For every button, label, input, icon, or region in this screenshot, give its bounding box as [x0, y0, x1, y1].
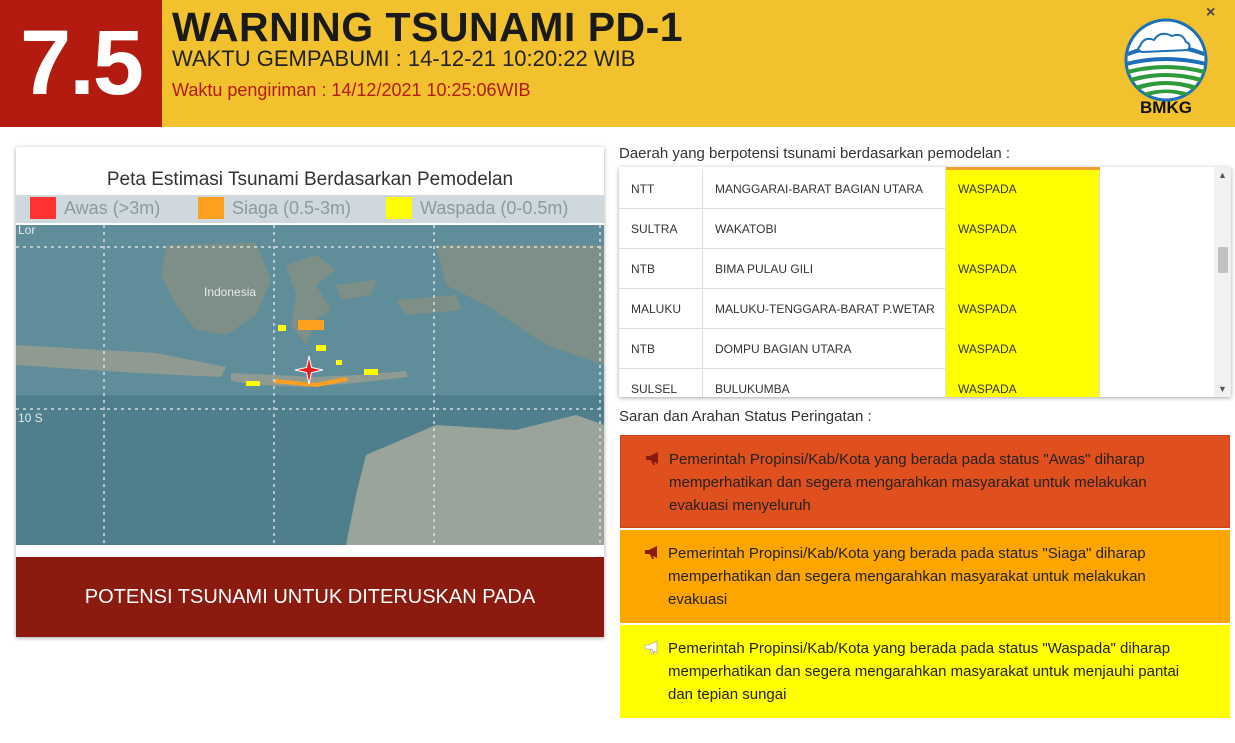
- cell-status: WASPADA: [946, 169, 1100, 209]
- bmkg-logo-text: BMKG: [1140, 98, 1192, 117]
- table-row: [619, 249, 1100, 289]
- magnitude-box: 7.5: [0, 0, 162, 127]
- sent-time: Waktu pengiriman : 14/12/2021 10:25:06WIB: [172, 80, 531, 100]
- potensi-banner: POTENSI TSUNAMI UNTUK DITERUSKAN PADA MASYARAKAT: [16, 557, 604, 637]
- legend-awas-swatch: [30, 197, 56, 219]
- legend-siaga: [198, 197, 351, 219]
- legend-siaga-label: Siaga (0.5-3m): [232, 198, 352, 218]
- advice-waspada-text: Pemerintah Propinsi/Kab/Kota yang berada pada status "Waspada" diharap memperhatikan dan segera mengarahkan masyarakat untuk menjauhi pantai dan tepian sungai: [668, 640, 1180, 703]
- cell-area: MANGGARAI-BARAT BAGIAN UTARA: [703, 169, 946, 209]
- table-row: [619, 209, 1100, 249]
- table-row: [619, 369, 1100, 397]
- advice-awas: [620, 435, 1230, 528]
- legend-awas: [30, 197, 160, 219]
- cell-status: WASPADA: [946, 209, 1100, 249]
- warning-title: WARNING TSUNAMI PD-1: [172, 4, 684, 50]
- legend-siaga-swatch: [198, 197, 224, 219]
- legend-waspada-swatch: [386, 197, 412, 219]
- advice-siaga: [620, 530, 1230, 623]
- map-card: [16, 147, 604, 688]
- advice-label: Saran dan Arahan Status Peringatan :: [619, 408, 872, 425]
- cell-status: WASPADA: [946, 329, 1100, 369]
- cell-province: SULSEL: [619, 369, 703, 397]
- legend-waspada: [386, 197, 568, 219]
- close-icon[interactable]: ×: [1206, 4, 1216, 21]
- scroll-down-icon[interactable]: ▼: [1218, 384, 1227, 394]
- cell-area: DOMPU BAGIAN UTARA: [703, 329, 946, 369]
- cell-area: BIMA PULAU GILI: [703, 249, 946, 289]
- advice-waspada: [620, 625, 1230, 718]
- cell-area: BULUKUMBA: [703, 369, 946, 397]
- cell-status: WASPADA: [946, 289, 1100, 329]
- cell-province: SULTRA: [619, 209, 703, 249]
- areas-label: Daerah yang berpotensi tsunami berdasarkan pemodelan :: [619, 145, 1011, 162]
- advice-siaga-text: Pemerintah Propinsi/Kab/Kota yang berada pada status "Siaga" diharap memperhatikan dan segera mengarahkan masyarakat untuk melakukan evakuasi: [668, 545, 1146, 608]
- tsunami-map[interactable]: [16, 225, 604, 545]
- earthquake-time: WAKTU GEMPABUMI : 14-12-21 10:20:22 WIB: [172, 46, 636, 71]
- table-row: [619, 169, 1100, 209]
- map-label-lor: Lor: [18, 225, 36, 237]
- table-row: [619, 329, 1100, 369]
- cell-area: WAKATOBI: [703, 209, 946, 249]
- legend-awas-label: Awas (>3m): [64, 198, 161, 218]
- table-top-stripe: [946, 167, 1100, 170]
- megaphone-icon: [644, 544, 662, 560]
- cell-area: MALUKU-TENGGARA-BARAT P.WETAR: [703, 289, 946, 329]
- cell-province: NTB: [619, 329, 703, 369]
- map-legend: [16, 195, 604, 223]
- cell-province: NTT: [619, 169, 703, 209]
- map-label-10s: 10 S: [18, 411, 43, 425]
- areas-table[interactable]: [619, 167, 1231, 397]
- map-title: Peta Estimasi Tsunami Berdasarkan Pemodelan: [106, 169, 514, 190]
- map-label-indonesia: Indonesia: [204, 285, 257, 299]
- cell-province: NTB: [619, 249, 703, 289]
- cell-status: WASPADA: [946, 249, 1100, 289]
- advice-awas-text: Pemerintah Propinsi/Kab/Kota yang berada pada status "Awas" diharap memperhatikan dan segera mengarahkan masyarakat untuk melakukan evakuasi menyeluruh: [669, 451, 1147, 514]
- map-graphic: [16, 225, 604, 545]
- megaphone-icon: [644, 639, 662, 655]
- scroll-thumb[interactable]: [1218, 247, 1228, 273]
- legend-waspada-label: Waspada (0-0.5m): [420, 198, 569, 218]
- cell-status: WASPADA: [946, 369, 1100, 397]
- table-scrollbar[interactable]: [1214, 167, 1231, 397]
- scroll-up-icon[interactable]: ▲: [1218, 170, 1227, 180]
- cell-province: MALUKU: [619, 289, 703, 329]
- table-row: [619, 289, 1100, 329]
- header-bar: [0, 0, 1235, 127]
- megaphone-icon: [645, 450, 663, 466]
- red-star-icon: [294, 355, 324, 385]
